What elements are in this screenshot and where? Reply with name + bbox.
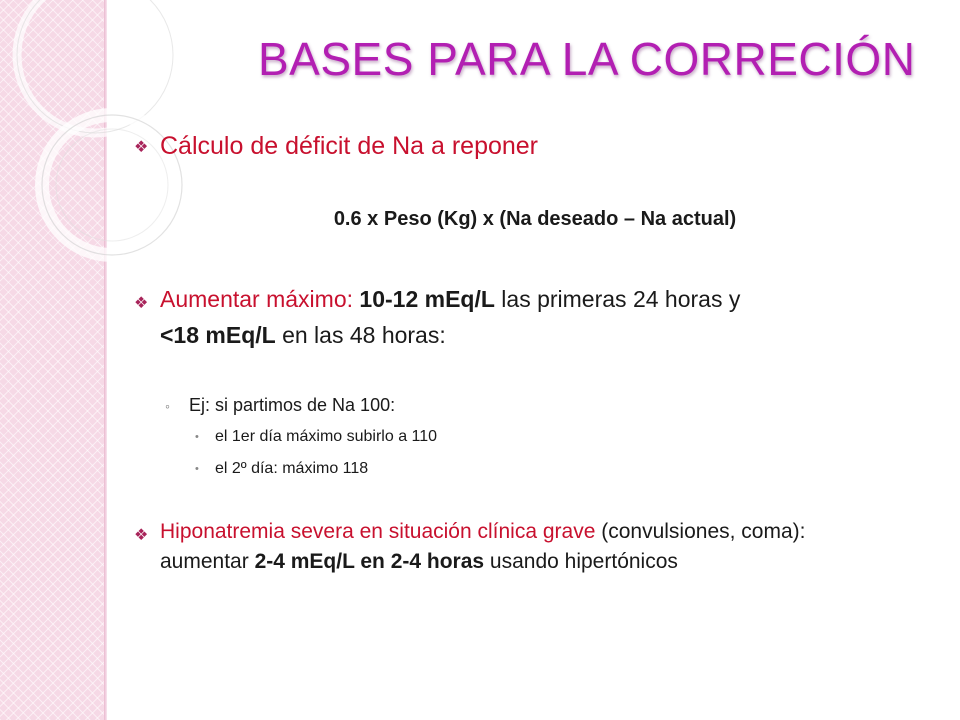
severe-hyponatremia-line-1 <box>160 520 806 544</box>
band-edge <box>104 0 107 720</box>
example-day2: el 2º día: máximo 118 <box>215 460 369 477</box>
diamond-bullet-icon: ❖ <box>134 527 149 544</box>
max-increase-period-24h: las primeras 24 horas y <box>494 286 741 312</box>
sodium-deficit-formula: 0.6 x Peso (Kg) x (Na deseado – Na actual) <box>333 208 737 230</box>
severe-hyponatremia-label: Hiponatremia severa en situación clínica grave <box>160 520 596 543</box>
severe-increase-method: usando hipertónicos <box>484 550 678 573</box>
dot-bullet-icon: • <box>195 463 199 475</box>
example-day1: el 1er día máximo subirlo a 110 <box>215 428 438 445</box>
max-increase-label: Aumentar máximo: <box>160 286 360 312</box>
dot-bullet-icon: • <box>195 431 199 443</box>
circle-bullet-icon: ◦ <box>165 398 170 414</box>
diamond-bullet-icon: ❖ <box>134 139 149 156</box>
severe-hyponatremia-line-2 <box>160 550 678 574</box>
example-text: Ej: si partimos de Na 100: <box>189 395 396 415</box>
deficit-heading: Cálculo de déficit de Na a reponer <box>160 132 539 160</box>
max-increase-value-24h: 10-12 mEq/L <box>359 286 495 312</box>
max-increase-period-48h: en las 48 horas: <box>275 322 446 348</box>
max-increase-value-48h: <18 mEq/L <box>160 322 276 348</box>
slide-title: BASES PARA LA CORRECIÓN <box>258 33 916 85</box>
severe-increase-value: 2-4 mEq/L en 2-4 horas <box>254 550 485 573</box>
decorative-band <box>0 0 106 720</box>
max-increase-line-1 <box>160 286 740 313</box>
severe-increase-label: aumentar <box>160 550 255 573</box>
diamond-bullet-icon: ❖ <box>134 295 149 312</box>
severe-hyponatremia-examples: (convulsiones, coma): <box>595 520 806 543</box>
max-increase-line-2 <box>160 322 446 349</box>
